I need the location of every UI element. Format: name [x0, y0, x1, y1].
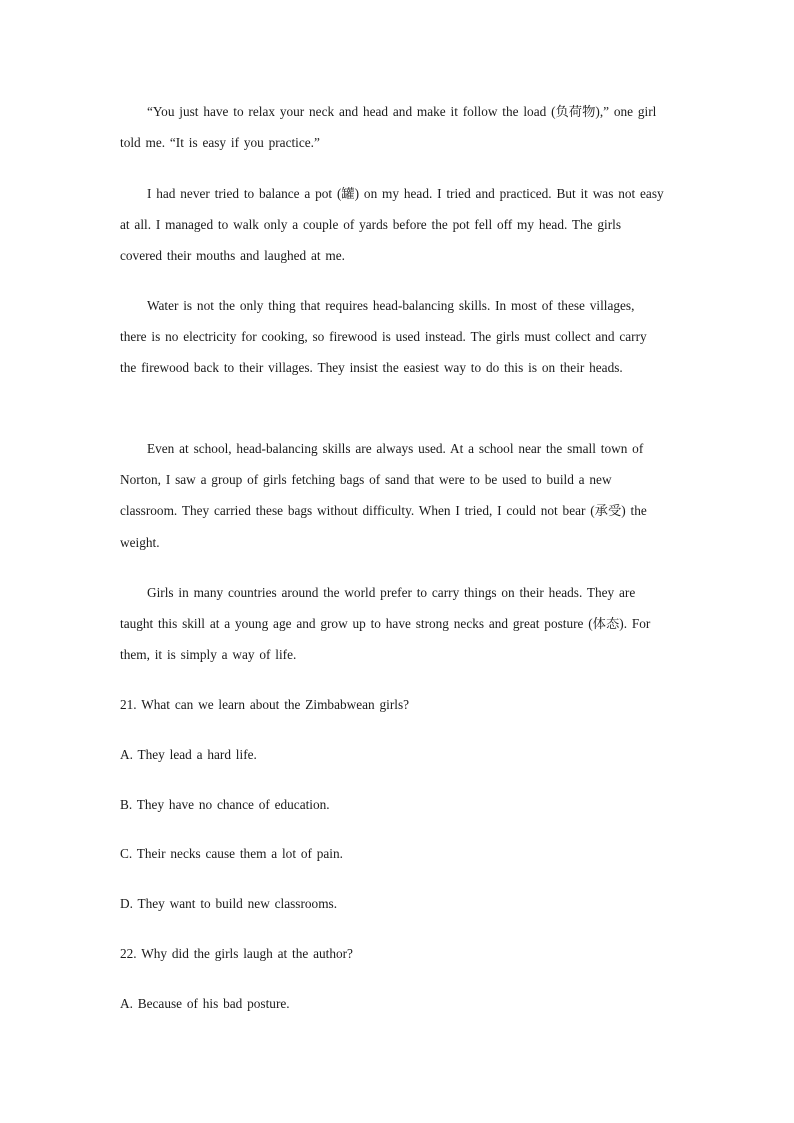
- passage-paragraph-2: I had never tried to balance a pot (罐) on my head. I tried and practiced. But it was not easy at all. I managed to walk only a couple of yards before the pot fell off my head. The girls covered their mouths and laughed at me.: [120, 186, 664, 264]
- passage-paragraph-3: Water is not the only thing that requires head-balancing skills. In most of these villages, there is no electricity for cooking, so firewood is used instead. The girls must collect and carry the firewood back to their villages. They insist the easiest way to do this is on their heads.: [120, 298, 647, 376]
- question-21-option-a: A. They lead a hard life.: [120, 747, 257, 762]
- question-21-stem: 21. What can we learn about the Zimbabwean girls?: [120, 697, 410, 712]
- passage-paragraph-5: Girls in many countries around the world prefer to carry things on their heads. They are taught this skill at a young age and grow up to have strong necks and great posture (体态). For them, it is simply a way of life.: [120, 585, 651, 663]
- passage-paragraph-1: “You just have to relax your neck and head and make it follow the load (负荷物),” one girl told me. “It is easy if you practice.”: [120, 104, 657, 151]
- question-22-option-a: A. Because of his bad posture.: [120, 996, 290, 1011]
- question-21-option-c: C. Their necks cause them a lot of pain.: [120, 846, 343, 861]
- passage-paragraph-4: Even at school, head-balancing skills are always used. At a school near the small town of Norton, I saw a group of girls fetching bags of sand that were to be used to build a new classroom. They carried these bags without difficulty. When I tried, I could not bear (承受) the weight.: [120, 441, 647, 550]
- question-22-stem: 22. Why did the girls laugh at the author?: [120, 946, 353, 961]
- question-21-option-d: D. They want to build new classrooms.: [120, 896, 338, 911]
- question-21-option-b: B. They have no chance of education.: [120, 797, 330, 812]
